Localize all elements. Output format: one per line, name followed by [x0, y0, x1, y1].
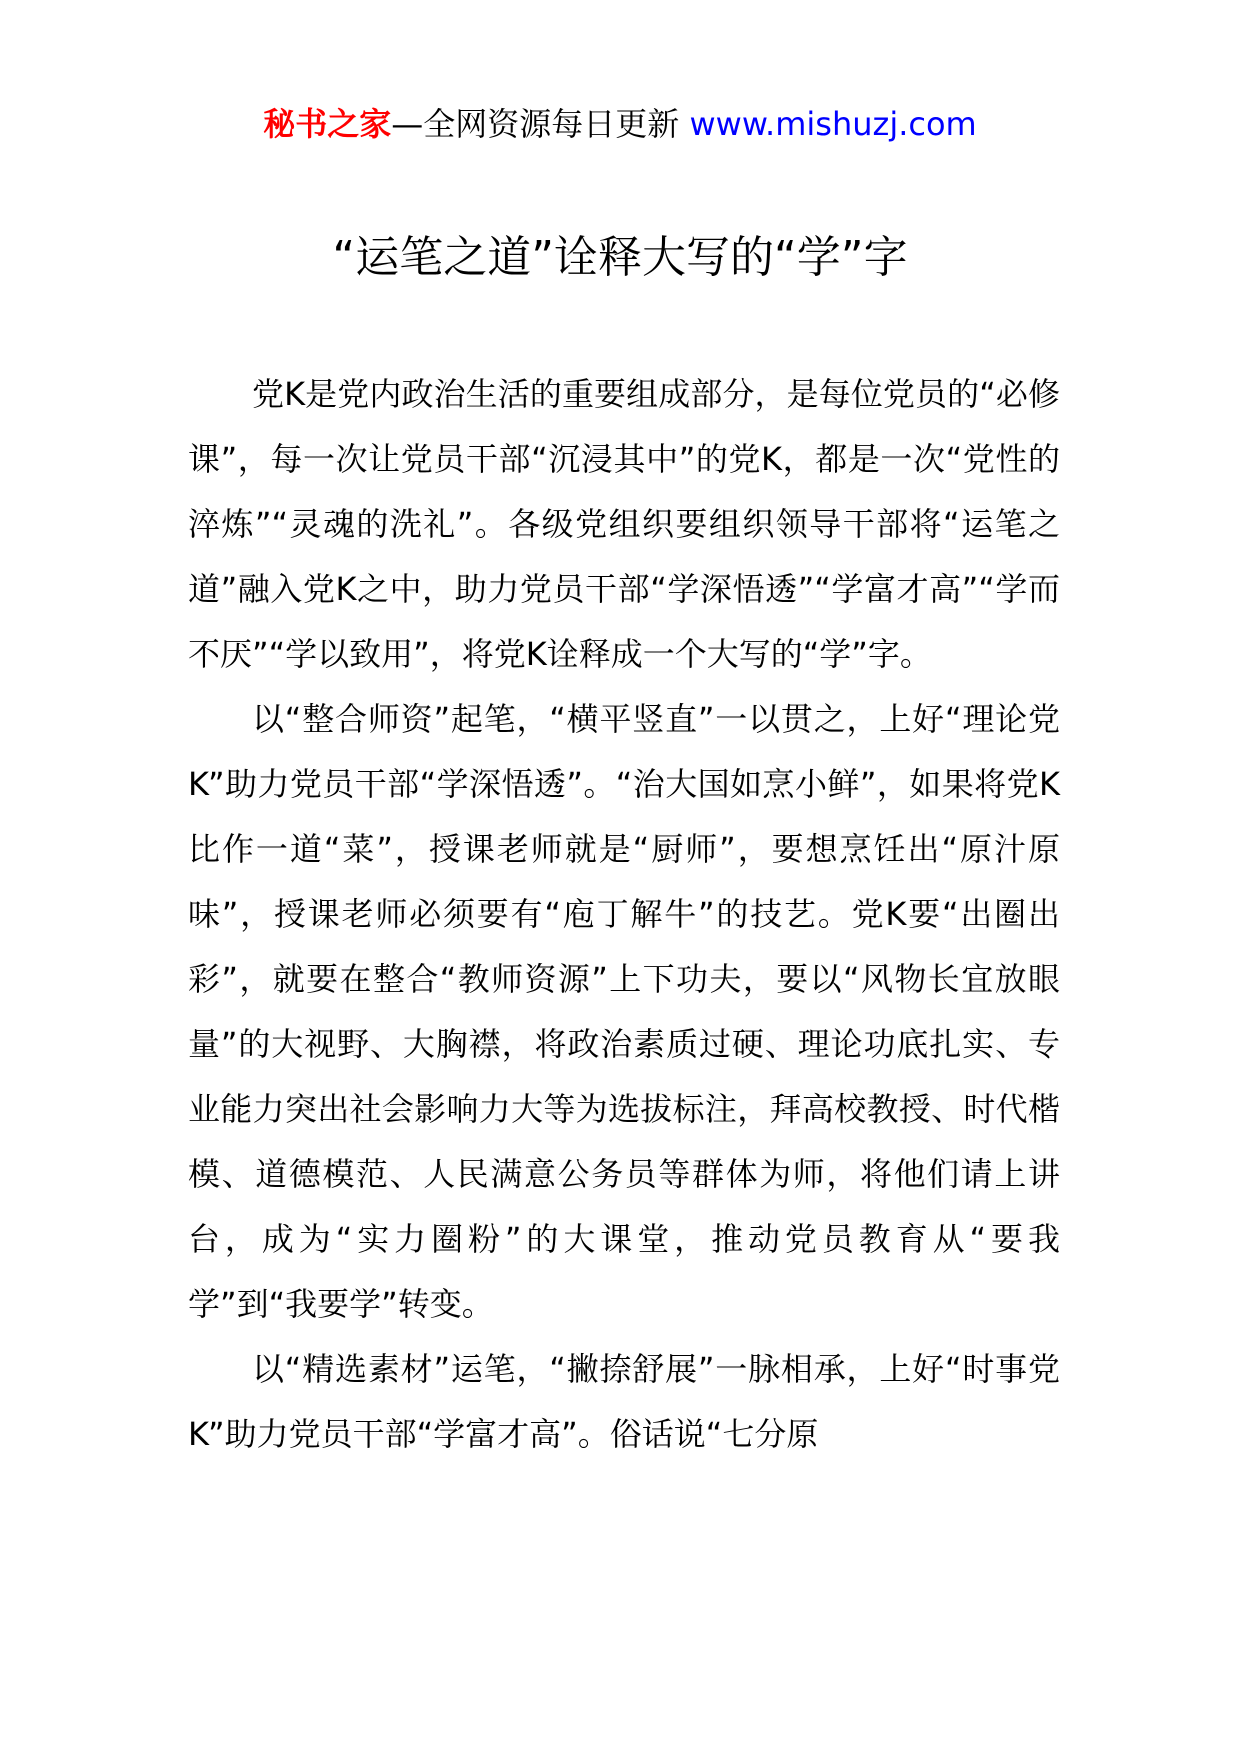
site-url-link[interactable]: www.mishuzj.com [689, 105, 977, 143]
document-body [188, 362, 1060, 1467]
site-brand: 秘书之家 [263, 105, 392, 143]
site-tagline: —全网资源每日更新 [391, 105, 680, 143]
paragraph-3: 以“精选素材”运笔，“撇捺舒展”一脉相承，上好“时事党K”助力党员干部“学富才高”。俗话说“七分原 [188, 1350, 1060, 1453]
document-title: “运笔之道”诠释大写的“学”字 [332, 232, 908, 283]
paragraph-1: 党K是党内政治生活的重要组成部分，是每位党员的“必修课”，每一次让党员干部“沉浸其中”的党K，都是一次“党性的淬炼”“灵魂的洗礼”。各级党组织要组织领导干部将“运笔之道”融入党K之中，助力党员干部“学深悟透”“学富才高”“学而不厌”“学以致用”，将党K诠释成一个大写的“学”字。 [188, 375, 1060, 673]
site-header [0, 98, 1240, 150]
paragraph-2: 以“整合师资”起笔，“横平竖直”一以贯之，上好“理论党K”助力党员干部“学深悟透”。“治大国如烹小鲜”，如果将党K比作一道“菜”，授课老师就是“厨师”，要想烹饪出“原汁原味”，授课老师必须要有“庖丁解牛”的技艺。党K要“出圈出彩”，就要在整合“教师资源”上下功夫，要以“风物长宜放眼量”的大视野、大胸襟，将政治素质过硬、理论功底扎实、专业能力突出社会影响力大等为选拔标注，拜高校教授、时代楷模、道德模范、人民满意公务员等群体为师，将他们请上讲台，成为“实力圈粉”的大课堂，推动党员教育从“要我学”到“我要学”转变。 [188, 700, 1060, 1323]
